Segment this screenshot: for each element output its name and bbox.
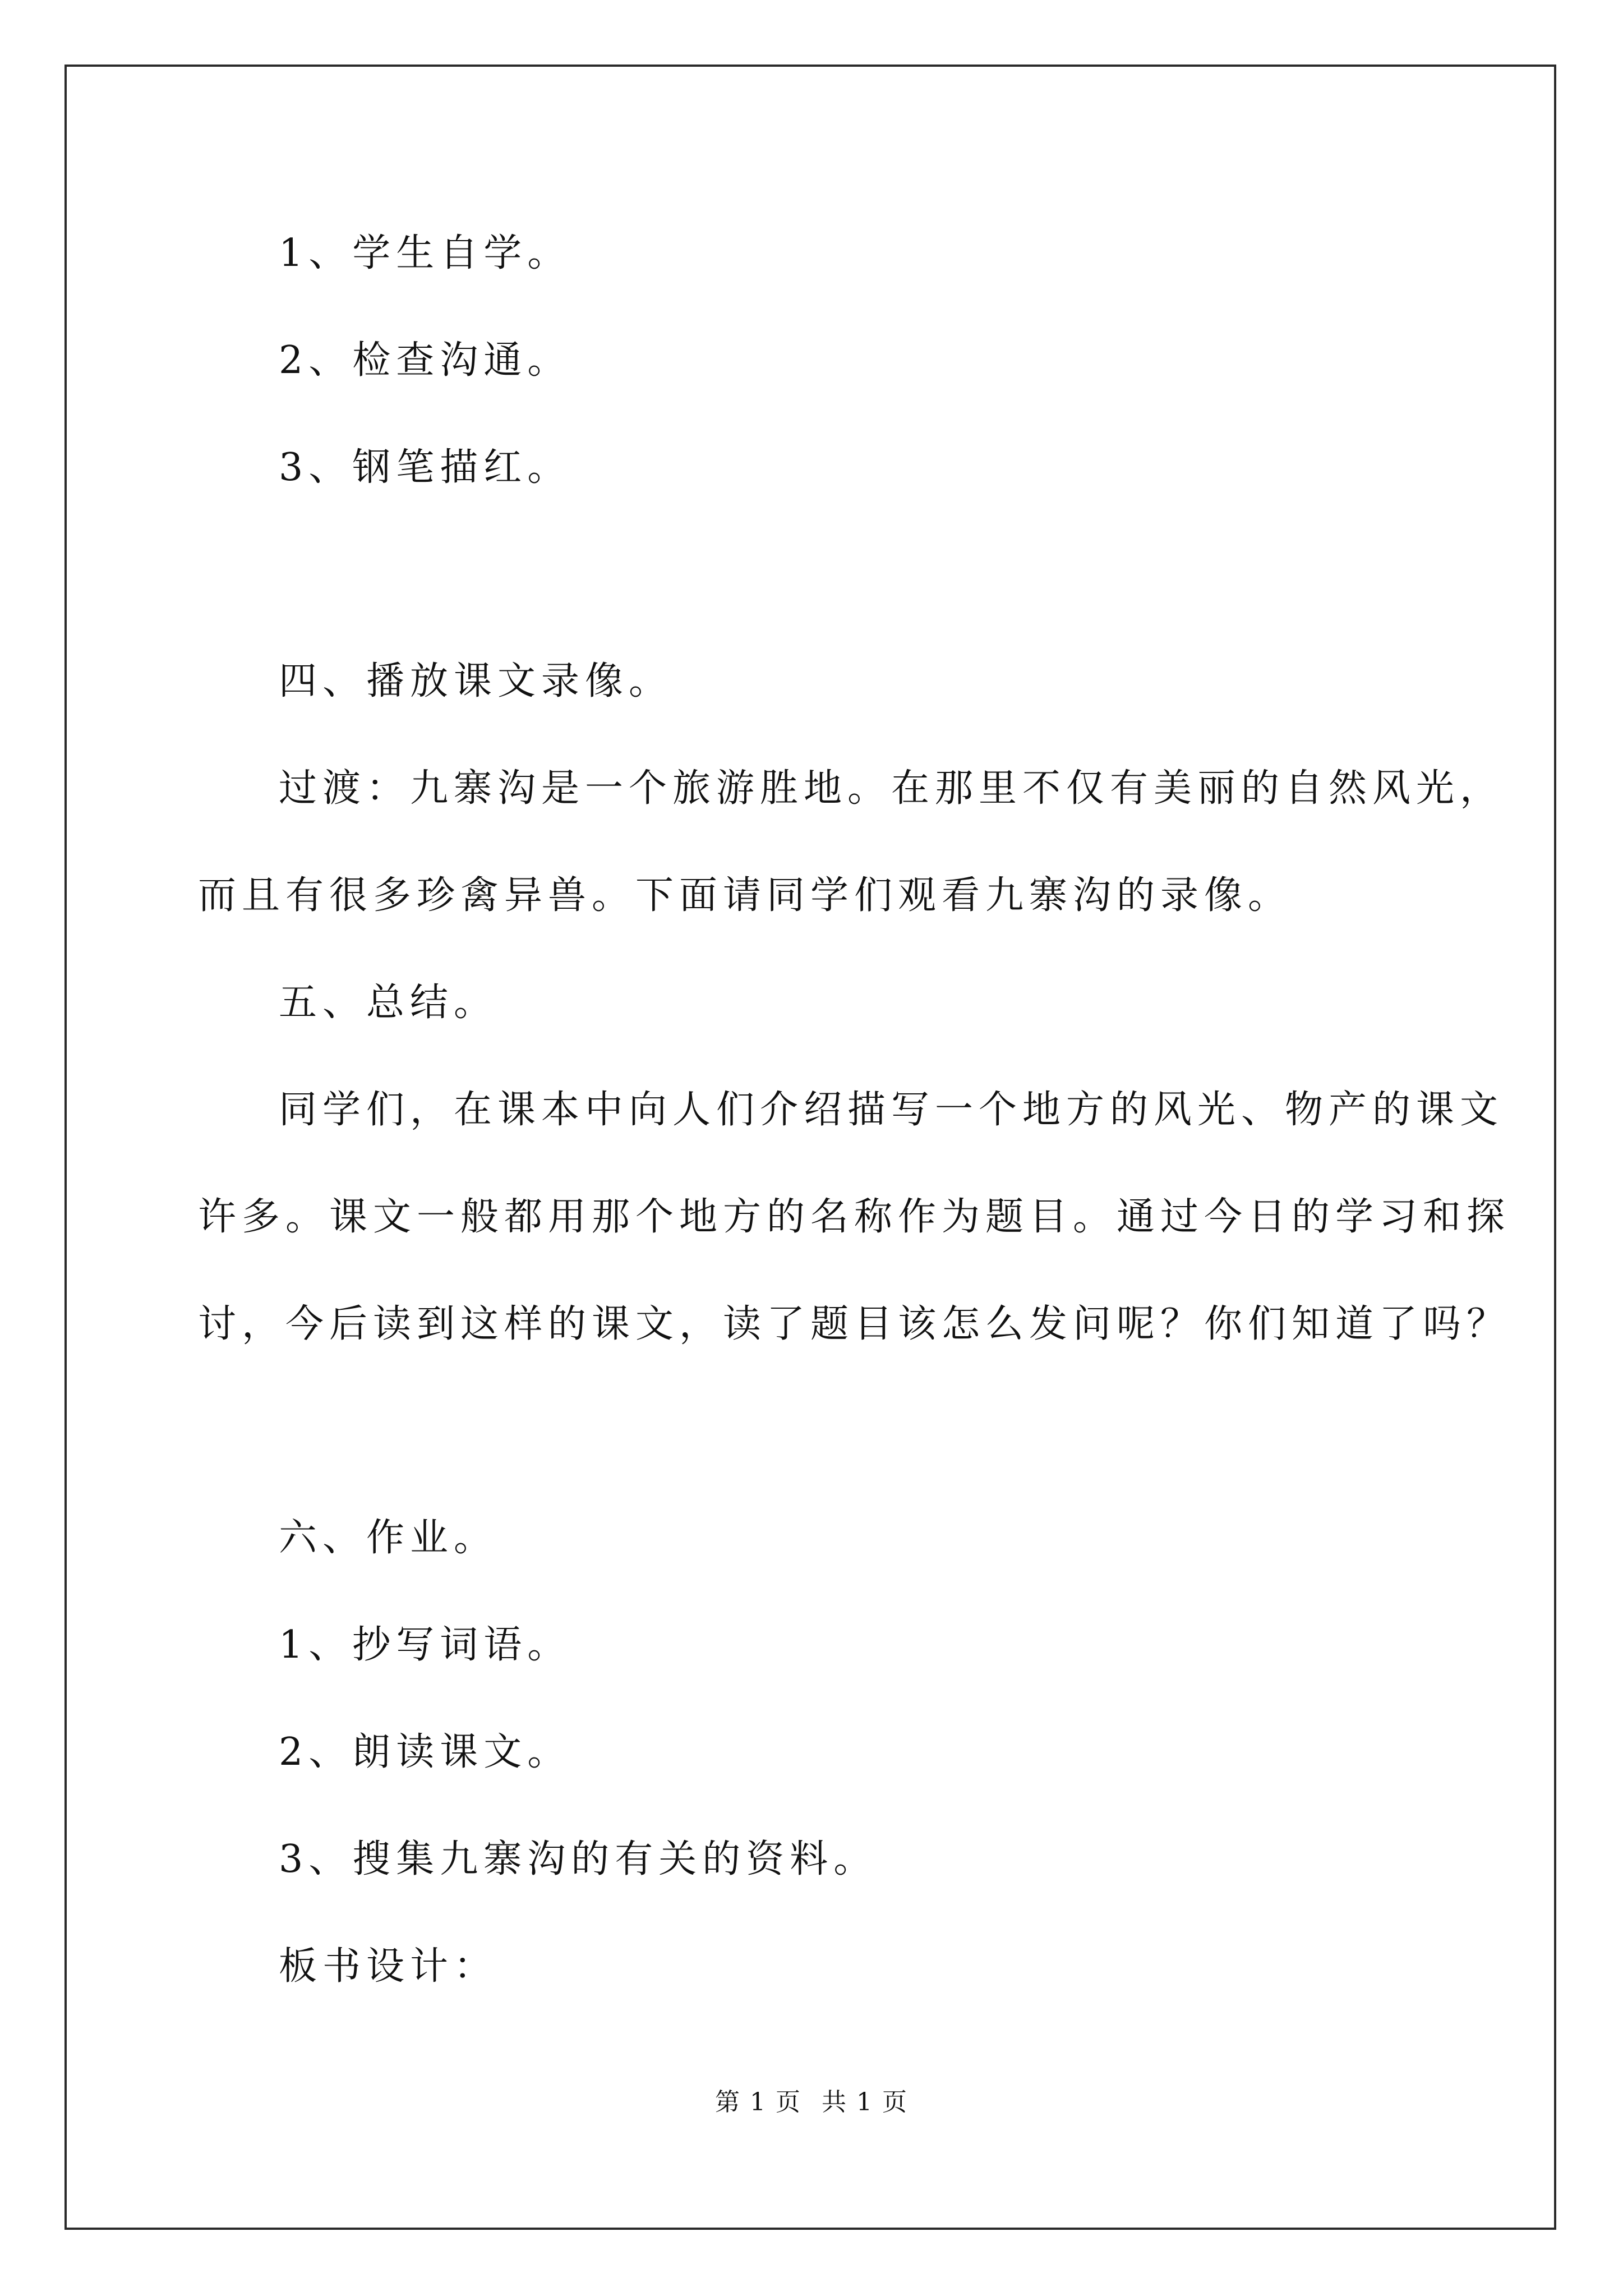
text-line: 2、朗读课文。 [279, 1730, 571, 1774]
text-line: 板书设计： [279, 1944, 498, 1989]
text-line: 2、检查沟通。 [279, 338, 571, 383]
section-heading: 六、作业。 [279, 1516, 498, 1560]
page-footer [0, 2087, 1623, 2118]
section-heading: 四、播放课文录像。 [279, 659, 673, 703]
text-line: 3、搜集九寨沟的有关的资料。 [279, 1837, 878, 1881]
page-border [64, 65, 1556, 2230]
text-line: 许多。课文一般都用那个地方的名称作为题目。通过今日的学习和探 [198, 1195, 1511, 1239]
text-line: 同学们，在课本中向人们介绍描写一个地方的风光、物产的课文 [279, 1088, 1504, 1132]
text-line: 1、抄写词语。 [279, 1623, 571, 1667]
text-line: 而且有很多珍禽异兽。下面请同学们观看九寨沟的录像。 [198, 873, 1292, 918]
total-pages: 共 1 页 [822, 2088, 908, 2116]
text-line: 1、学生自学。 [279, 231, 571, 275]
page-number: 第 1 页 [715, 2088, 801, 2116]
text-line: 讨，今后读到这样的课文，读了题目该怎么发问呢？你们知道了吗？ [198, 1302, 1511, 1346]
text-line: 3、钢笔描红。 [279, 445, 571, 490]
text-line: 过渡：九寨沟是一个旅游胜地。在那里不仅有美丽的自然风光， [279, 766, 1504, 811]
section-heading: 五、总结。 [279, 981, 498, 1025]
